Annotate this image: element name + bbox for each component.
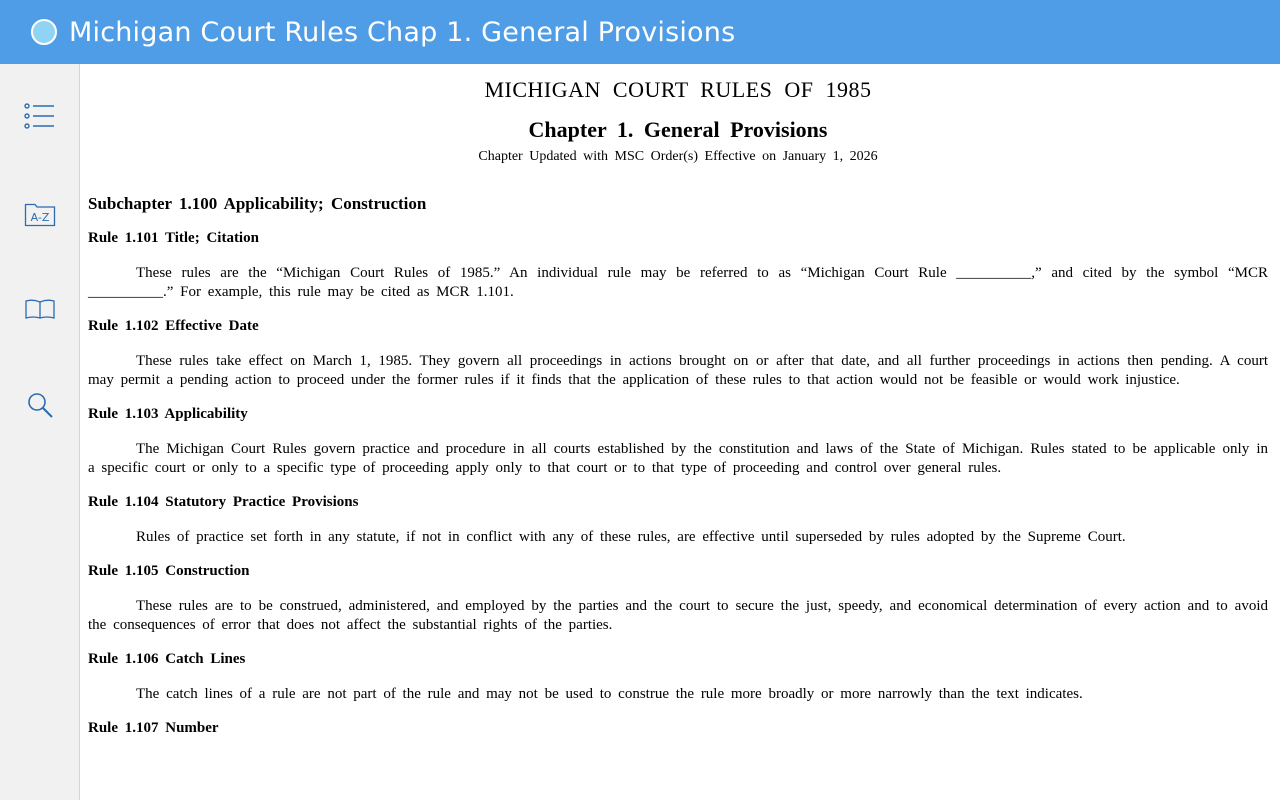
rule-text: These rules are the “Michigan Court Rules of 1985.” An individual rule may be referred to as “Michigan Court Rule __________,” and cited by the symbol “MCR __________.” For example, this rule may be cited as MCR 1.101. bbox=[88, 265, 1268, 300]
rule-heading: Rule 1.104 Statutory Practice Provisions bbox=[88, 494, 359, 510]
rule-heading: Rule 1.102 Effective Date bbox=[88, 318, 259, 334]
reader-button[interactable] bbox=[22, 291, 58, 327]
list-icon bbox=[24, 103, 56, 129]
search-icon bbox=[26, 391, 54, 419]
rule-heading: Rule 1.103 Applicability bbox=[88, 406, 248, 422]
svg-text:A-Z: A-Z bbox=[30, 211, 50, 224]
rule-text: These rules are to be construed, administered, and employed by the parties and the court to secure the just, speedy, and economical determination of every action and to avoid the consequences of error that does not affect the substantial rights of the parties. bbox=[88, 598, 1268, 633]
rule-text: The Michigan Court Rules govern practice and procedure in all courts established by the constitution and laws of the State of Michigan. Rules stated to be applicable only in a specific court or only to a specific type of proceeding apply only to that court or to that type of proceeding and control over general rules. bbox=[88, 441, 1268, 476]
rule-text: The catch lines of a rule are not part of the rule and may not be used to construe the rule more broadly or more narrowly than the text indicates. bbox=[136, 686, 1083, 702]
rule-heading: Rule 1.105 Construction bbox=[88, 563, 250, 579]
rule-text: These rules take effect on March 1, 1985. They govern all proceedings in actions brought on or after that date, and all further proceedings in actions then pending. A court may permit a pending action to proceed under the former rules if it finds that the application of these rules to that action would not be feasible or would work injustice. bbox=[88, 353, 1268, 388]
search-button[interactable] bbox=[22, 387, 58, 423]
table-of-contents-button[interactable] bbox=[22, 98, 58, 134]
subchapter-heading: Subchapter 1.100 Applicability; Construction bbox=[88, 194, 427, 213]
app-logo-icon bbox=[31, 19, 57, 45]
sidebar bbox=[0, 64, 80, 800]
update-note: Chapter Updated with MSC Order(s) Effective on January 1, 2026 bbox=[478, 149, 878, 164]
open-book-icon bbox=[24, 296, 56, 322]
index-button[interactable] bbox=[22, 196, 58, 232]
chapter-title: Chapter 1. General Provisions bbox=[528, 117, 828, 142]
rule-heading: Rule 1.107 Number bbox=[88, 720, 219, 736]
a-z-folder-icon bbox=[24, 201, 56, 227]
document-title: MICHIGAN COURT RULES OF 1985 bbox=[484, 77, 872, 102]
rule-text: Rules of practice set forth in any statute, if not in conflict with any of these rules, are effective until superseded by rules adopted by the Supreme Court. bbox=[136, 529, 1126, 545]
title-bar bbox=[0, 0, 1280, 64]
rule-heading: Rule 1.106 Catch Lines bbox=[88, 651, 246, 667]
document-content bbox=[80, 64, 1280, 800]
rule-heading: Rule 1.101 Title; Citation bbox=[88, 230, 259, 246]
app-title: Michigan Court Rules Chap 1. General Provisions bbox=[69, 16, 736, 48]
